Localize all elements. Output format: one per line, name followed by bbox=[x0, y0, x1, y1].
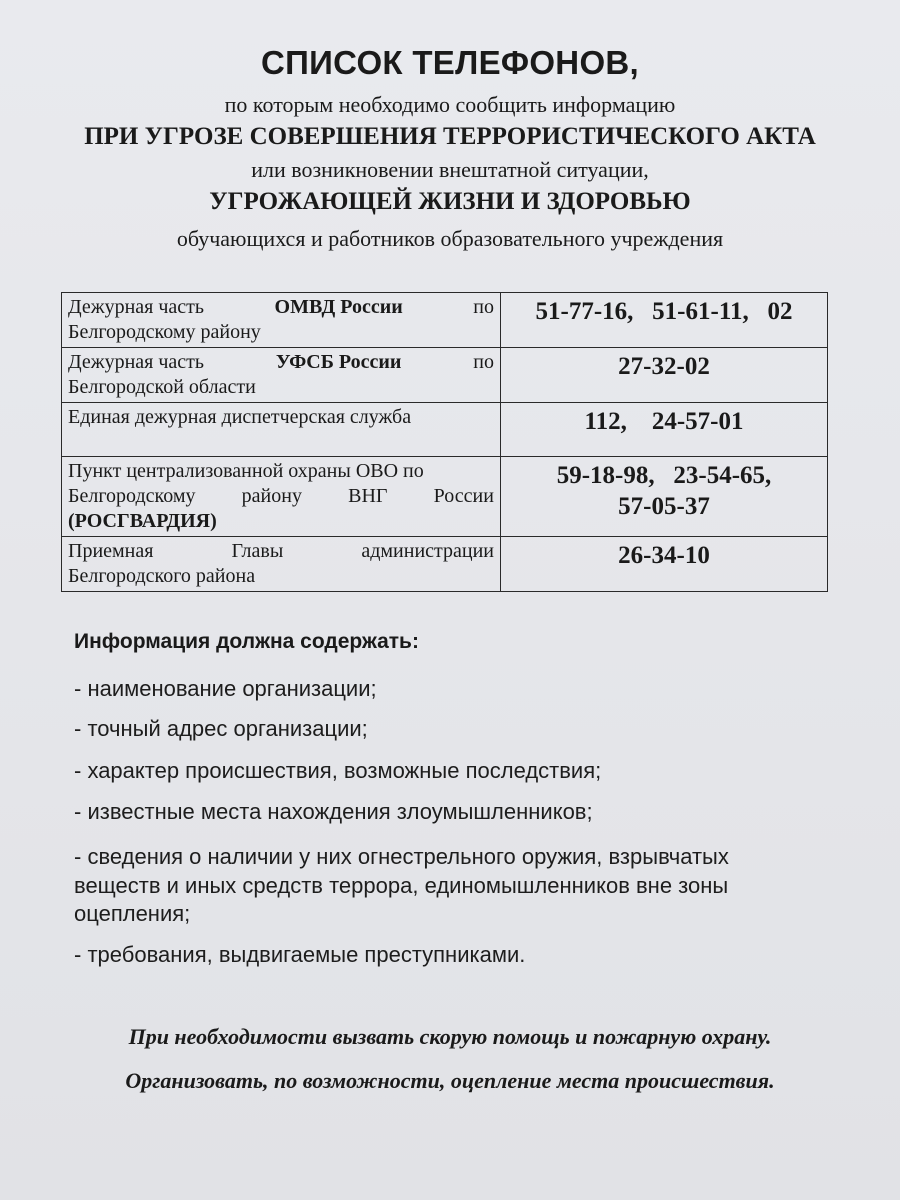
service-label: администрации bbox=[361, 540, 494, 562]
note-line-2: Организовать, по возможности, оцепление места происшествия. bbox=[125, 1068, 775, 1093]
service-label: Белгородскому bbox=[68, 485, 196, 507]
list-item: оцепления; bbox=[74, 901, 191, 926]
service-org: (РОСГВАРДИЯ) bbox=[68, 510, 217, 532]
phone-numbers bbox=[501, 457, 828, 537]
service-label: району bbox=[241, 485, 302, 507]
service-description bbox=[62, 457, 501, 537]
table-row bbox=[62, 537, 828, 592]
service-description bbox=[62, 403, 501, 457]
phone-numbers: 26-34-10 bbox=[501, 537, 828, 592]
table-row bbox=[62, 348, 828, 403]
service-org: УФСБ России bbox=[275, 351, 402, 373]
service-label: Белгородского района bbox=[68, 565, 256, 587]
list-item: - характер происшествия, возможные последствия; bbox=[74, 758, 602, 783]
service-label: Приемная bbox=[68, 540, 154, 562]
subtitle-line-4: УГРОЖАЮЩЕЙ ЖИЗНИ И ЗДОРОВЬЮ bbox=[209, 188, 691, 215]
service-org: ОМВД России bbox=[274, 296, 403, 318]
service-description bbox=[62, 348, 501, 403]
service-label: ВНГ bbox=[348, 485, 388, 507]
info-heading: Информация должна содержать: bbox=[74, 630, 419, 653]
service-label: по bbox=[473, 351, 494, 373]
service-label: Главы bbox=[231, 540, 284, 562]
list-item: веществ и иных средств террора, единомышленников вне зоны bbox=[74, 873, 729, 898]
service-label: России bbox=[433, 485, 494, 507]
phone-numbers: 27-32-02 bbox=[501, 348, 828, 403]
phone-number-line: 57-05-37 bbox=[618, 493, 710, 520]
list-item: - точный адрес организации; bbox=[74, 716, 368, 741]
table-row bbox=[62, 457, 828, 537]
service-label: Дежурная часть bbox=[68, 296, 205, 318]
service-label: по bbox=[473, 296, 494, 318]
service-label: Единая дежурная диспетчерская служба bbox=[68, 406, 412, 428]
service-description bbox=[62, 293, 501, 348]
subtitle-line-3: или возникновении внештатной ситуации, bbox=[251, 157, 649, 182]
list-item: - сведения о наличии у них огнестрельного оружия, взрывчатых bbox=[74, 844, 729, 869]
service-label: Пункт централизованной охраны ОВО по bbox=[68, 460, 424, 482]
subtitle-line-1: по которым необходимо сообщить информацию bbox=[224, 92, 676, 117]
service-label: Белгородскому району bbox=[68, 321, 261, 343]
service-label: Белгородской области bbox=[68, 376, 256, 398]
service-description bbox=[62, 537, 501, 592]
phone-numbers: 51-77-16, 51-61-11, 02 bbox=[501, 293, 828, 348]
list-item: - требования, выдвигаемые преступниками. bbox=[74, 942, 526, 967]
list-item: - известные места нахождения злоумышленников; bbox=[74, 799, 593, 824]
phone-number-line: 59-18-98, 23-54-65, bbox=[556, 462, 772, 489]
service-label: Дежурная часть bbox=[68, 351, 205, 373]
phone-table bbox=[61, 292, 828, 592]
subtitle-line-5: обучающихся и работников образовательного учреждения bbox=[176, 226, 724, 251]
table-row bbox=[62, 293, 828, 348]
phone-numbers: 112, 24-57-01 bbox=[501, 403, 828, 457]
note-line-1: При необходимости вызвать скорую помощь и пожарную охрану. bbox=[128, 1024, 772, 1049]
document-title: СПИСОК ТЕЛЕФОНОВ, bbox=[260, 44, 640, 81]
subtitle-line-2: ПРИ УГРОЗЕ СОВЕРШЕНИЯ ТЕРРОРИСТИЧЕСКОГО АКТА bbox=[84, 123, 816, 150]
table-row bbox=[62, 403, 828, 457]
list-item: - наименование организации; bbox=[74, 676, 377, 701]
